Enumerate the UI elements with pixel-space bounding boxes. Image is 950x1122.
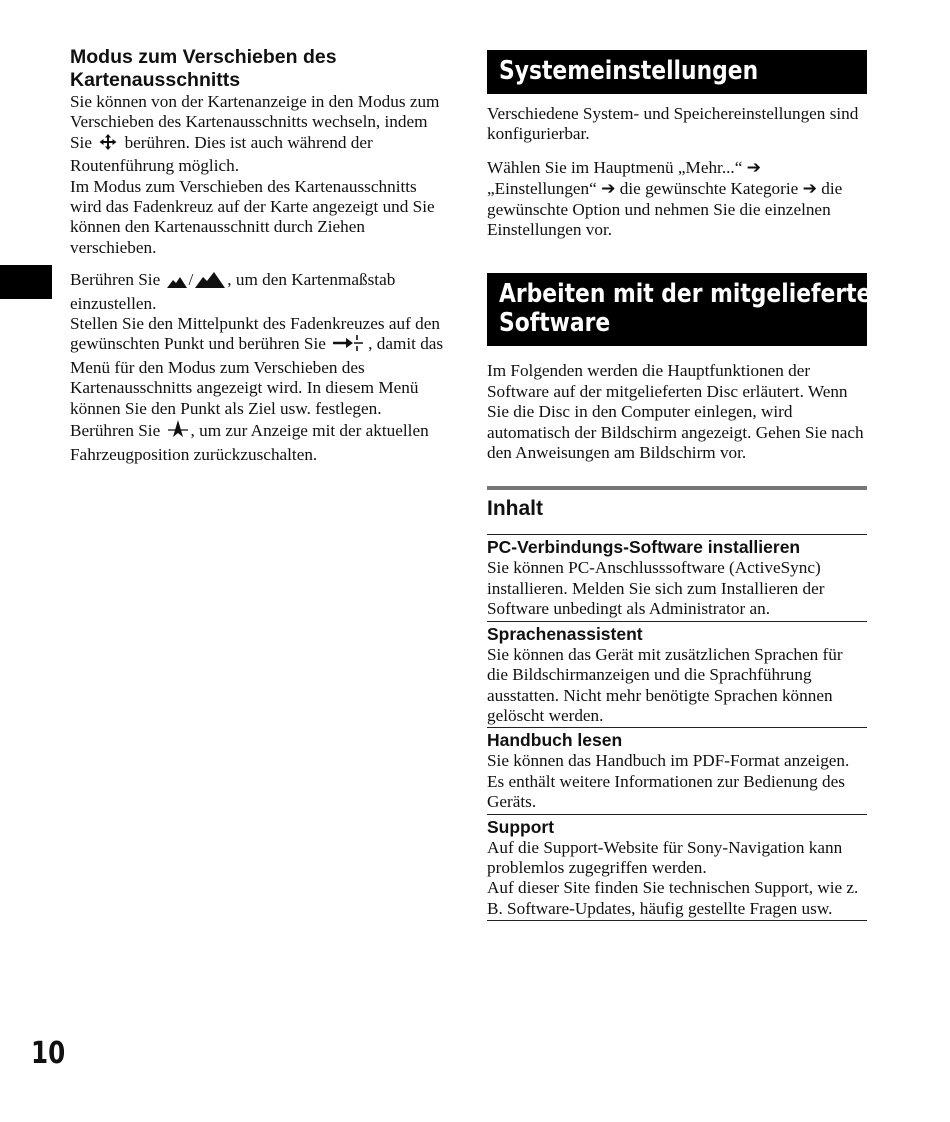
- scroll-mode-heading: Modus zum Verschieben des Kartenausschnitts: [70, 46, 337, 91]
- left-column: [70, 46, 450, 465]
- large-mountain-icon: [195, 272, 225, 293]
- small-mountain-icon: [167, 273, 187, 293]
- entry-text-2: Auf dieser Site finden Sie technischen Support, wie z. B. Software-Updates, häufig gestellte Fragen usw.: [487, 878, 859, 918]
- contents-entry: [487, 621, 867, 728]
- arrow-to-crosshair-icon: [332, 334, 366, 357]
- scroll-mode-paragraph-1: Sie können von der Kartenanzeige in den Modus zum Verschieben des Kartenausschnitts wechseln, indem Sie berühren. Dies ist auch während der Routenführung möglich. Im Modus zum Verschieben des Kartenausschnitts wird das Fadenkreuz auf der Karte angezeigt und Sie können den Kartenausschnitt durch Ziehen verschieben.: [70, 92, 440, 257]
- system-settings-paragraph-2: Wählen Sie im Hauptmenü „Mehr...“ ➔ „Einstellungen“ ➔ die gewünschte Kategorie ➔ die gewünschte Option und nehmen Sie die einzelnen Einstellungen vor.: [487, 156, 843, 240]
- entry-text: Sie können PC-Anschlusssoftware (ActiveSync) installieren. Melden Sie sich zum Installieren der Software unbedingt als Administrator an.: [487, 558, 825, 619]
- entry-text: Sie können das Handbuch im PDF-Format anzeigen. Es enthält weitere Informationen zur Bedienung des Geräts.: [487, 751, 850, 812]
- entry-title: Sprachenassistent: [487, 623, 643, 644]
- system-settings-paragraph-1: Verschiedene System- und Speichereinstellungen sind konfigurierbar.: [487, 104, 859, 144]
- contents-heading: Inhalt: [487, 497, 543, 521]
- entry-text: Auf die Support-Website für Sony-Navigation kann problemlos zugegriffen werden.: [487, 837, 843, 877]
- arrow-right-icon: ➔: [601, 178, 616, 199]
- entry-title: Support: [487, 816, 555, 837]
- arrow-right-icon: ➔: [746, 156, 762, 177]
- software-paragraph: Im Folgenden werden die Hauptfunktionen der Software auf der mitgelieferten Disc erläutert. Wenn Sie die Disc in den Computer einlegen, wird automatisch der Bildschirm angezeigt. Gehen Sie nach den Anweisungen am Bildschirm vor.: [487, 361, 864, 463]
- contents-entry: [487, 534, 867, 620]
- vehicle-position-icon: [167, 419, 189, 444]
- section-tab-marker: [0, 265, 52, 299]
- software-heading: Arbeiten mit der mitgelieferten Software: [487, 273, 867, 346]
- entry-title: PC-Verbindungs-Software installieren: [487, 537, 801, 558]
- entry-title: Handbuch lesen: [487, 730, 623, 751]
- entry-text: Sie können das Gerät mit zusätzlichen Sprachen für die Bildschirmanzeigen und die Sprachführung ausstatten. Nicht mehr benötigte Sprachen können gelöscht werden.: [487, 644, 843, 725]
- right-column: [487, 50, 887, 921]
- four-way-arrows-icon: [98, 133, 118, 156]
- system-settings-heading: Systemeinstellungen: [487, 50, 867, 94]
- contents-entry: [487, 814, 867, 922]
- arrow-right-icon: ➔: [802, 178, 817, 199]
- page-number: 10: [31, 1036, 66, 1071]
- contents-divider: [487, 486, 867, 490]
- contents-entry: [487, 727, 867, 813]
- scroll-mode-paragraph-2: Berühren Sie / , um den Kartenmaßstab einzustellen. Stellen Sie den Mittelpunkt des Fadenkreuzes auf den gewünschten Punkt und berühren Sie , damit das Menü für den Modus zum Verschieben des Kartenausschnitts angezeigt wird. In diesem Menü können Sie den Punkt als Ziel usw. festlegen. Berühren Sie , um zur Anzeige mit der aktuellen Fahrzeugposition zurückzuschalten.: [70, 270, 444, 464]
